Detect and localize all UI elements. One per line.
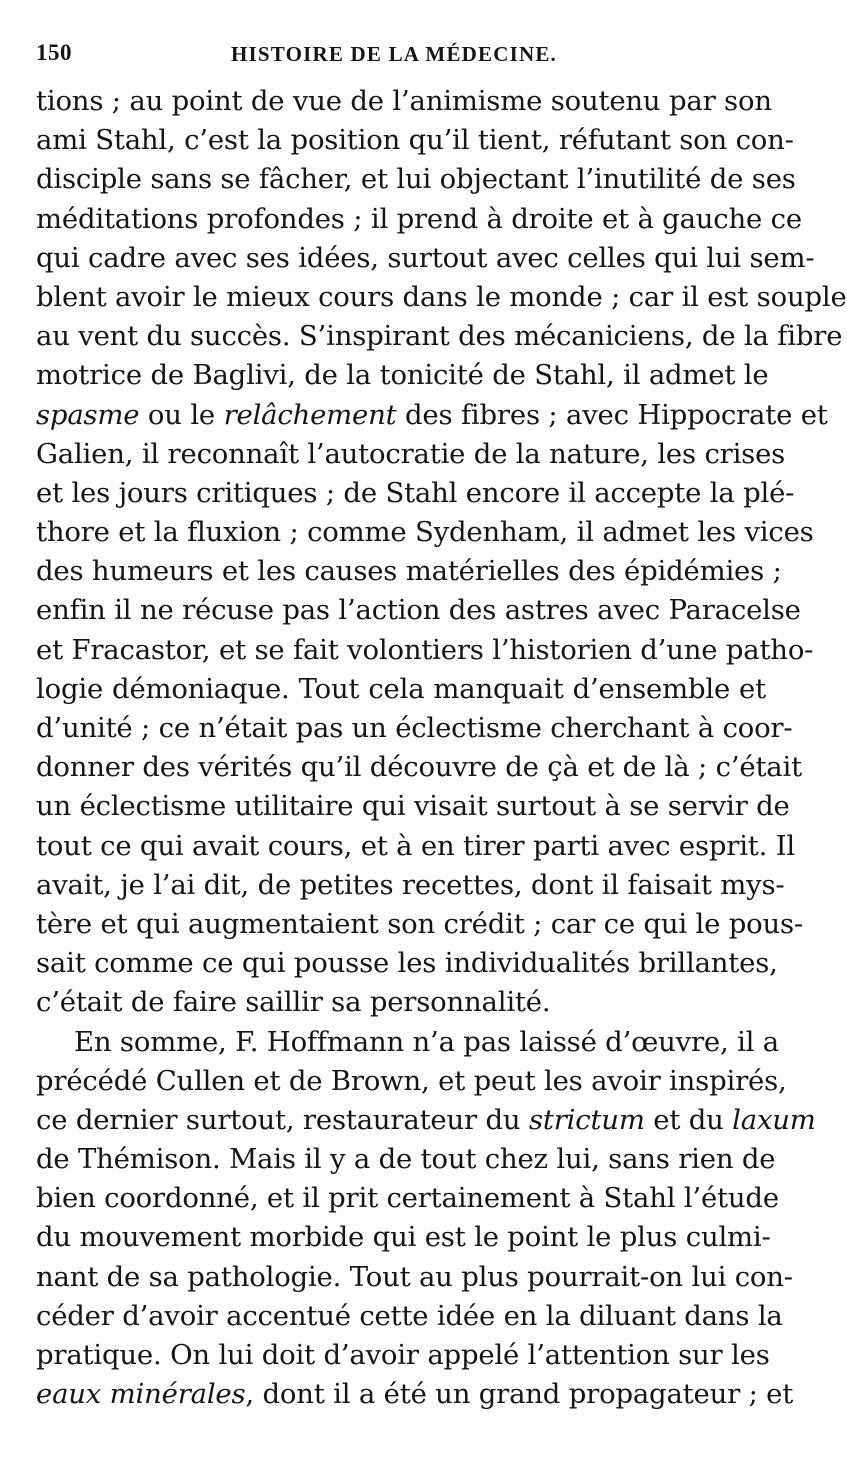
text-run: enfin il ne récuse pas l’action des astres avec Paracelse: [36, 594, 801, 627]
text-run: et Fracastor, et se fait volontiers l’historien d’une patho-: [36, 633, 814, 666]
text-line: [36, 160, 796, 199]
text-line: [36, 1179, 779, 1218]
text-line: [36, 1375, 794, 1414]
text-run: Galien, il reconnaît l’autocratie de la nature, les crises: [36, 437, 786, 470]
text-run: précédé Cullen et de Brown, et peut les avoir inspirés,: [36, 1064, 787, 1097]
text-line: [36, 591, 801, 630]
text-run: ou le: [139, 398, 224, 431]
text-line: [36, 552, 782, 591]
text-run: , dont il a été un grand propagateur ; et: [245, 1378, 794, 1411]
italic-term: eaux minérales: [36, 1378, 246, 1411]
text-line: [36, 1297, 783, 1336]
text-run: logie démoniaque. Tout cela manquait d’ensemble et: [36, 672, 766, 705]
text-run: pratique. On lui doit d’avoir appelé l’attention sur les: [36, 1339, 770, 1371]
text-run: et les jours critiques ; de Stahl encore il accepte la plé-: [36, 476, 795, 509]
text-run: c’était de faire saillir sa personnalité.: [36, 986, 551, 1019]
text-run: thore et la fluxion ; comme Sydenham, il admet les vices: [36, 516, 814, 549]
text-line: [36, 1258, 793, 1297]
text-run: qui cadre avec ses idées, surtout avec celles qui lui sem-: [36, 241, 815, 274]
running-title: HISTOIRE DE LA MÉDECINE.: [231, 42, 557, 66]
text-run: du mouvement morbide qui est le point le plus culmi-: [36, 1221, 771, 1254]
text-line: [36, 278, 847, 317]
text-line: [36, 317, 843, 356]
text-run: ce dernier surtout, restaurateur du: [36, 1103, 529, 1136]
text-run: ami Stahl, c’est la position qu’il tient, réfutant son con-: [36, 124, 794, 157]
italic-term: laxum: [732, 1103, 816, 1136]
text-run: sait comme ce qui pousse les individualités brillantes,: [36, 947, 778, 980]
text-run: au vent du succès. S’inspirant des mécaniciens, de la fibre: [36, 320, 843, 353]
text-line: [36, 1336, 770, 1375]
text-line: [36, 1101, 816, 1140]
italic-term: spasme: [36, 398, 140, 431]
text-line: [36, 1140, 776, 1179]
italic-term: strictum: [528, 1103, 645, 1136]
text-line: [36, 200, 802, 239]
text-line: [36, 396, 828, 435]
text-run: un éclectisme utilitaire qui visait surtout à se servir de: [36, 790, 790, 823]
text-line: [36, 1218, 771, 1257]
text-run: tout ce qui avait cours, et à en tirer parti avec esprit. Il: [36, 829, 795, 862]
text-line: [36, 787, 790, 826]
text-run: de Thémison. Mais il y a de tout chez lui, sans rien de: [36, 1143, 776, 1176]
text-run: blent avoir le mieux cours dans le monde ; car il est souple: [36, 280, 847, 313]
text-line: [36, 631, 814, 670]
text-run: des humeurs et les causes matérielles des épidémies ;: [36, 555, 782, 588]
text-line: [36, 748, 802, 787]
text-run: d’unité ; ce n’était pas un éclectisme cherchant à coor-: [36, 712, 793, 744]
body-text: [36, 82, 847, 1414]
text-line: [36, 827, 795, 866]
text-run: nant de sa pathologie. Tout au plus pourrait-on lui con-: [36, 1260, 793, 1293]
text-line: [36, 944, 778, 983]
page-number: 150: [36, 40, 72, 65]
text-run: donner des vérités qu’il découvre de çà et de là ; c’était: [36, 751, 802, 784]
text-line: [36, 121, 794, 160]
text-line: [36, 239, 815, 278]
text-run: bien coordonné, et il prit certainement à Stahl l’étude: [36, 1182, 779, 1215]
text-run: tère et qui augmentaient son crédit ; car ce qui le pous-: [36, 907, 803, 940]
text-run: des fibres ; avec Hippocrate et: [396, 398, 828, 431]
text-line: [36, 474, 795, 513]
running-head: [36, 40, 766, 74]
text-line: [36, 82, 772, 121]
text-run: motrice de Baglivi, de la tonicité de Stahl, il admet le: [36, 359, 769, 392]
text-run: céder d’avoir accentué cette idée en la diluant dans la: [36, 1299, 783, 1332]
text-line: [36, 866, 785, 905]
text-line: [36, 709, 793, 748]
text-line: [36, 513, 814, 552]
italic-term: relâchement: [223, 398, 397, 431]
text-run: En somme, F. Hoffmann n’a pas laissé d’œuvre, il a: [74, 1025, 780, 1058]
text-line: [36, 356, 769, 395]
text-line: [36, 1023, 780, 1062]
text-line: [36, 983, 766, 1022]
text-line: [36, 670, 766, 709]
text-run: et du: [644, 1103, 733, 1136]
text-run: avait, je l’ai dit, de petites recettes, dont il faisait mys-: [36, 868, 785, 901]
text-run: méditations profondes ; il prend à droite et à gauche ce: [36, 202, 802, 235]
text-line: [36, 1062, 787, 1101]
text-line: [36, 435, 786, 474]
text-run: tions ; au point de vue de l’animisme soutenu par son: [36, 85, 772, 117]
text-line: [36, 905, 803, 944]
text-run: disciple sans se fâcher, et lui objectant l’inutilité de ses: [36, 163, 796, 196]
